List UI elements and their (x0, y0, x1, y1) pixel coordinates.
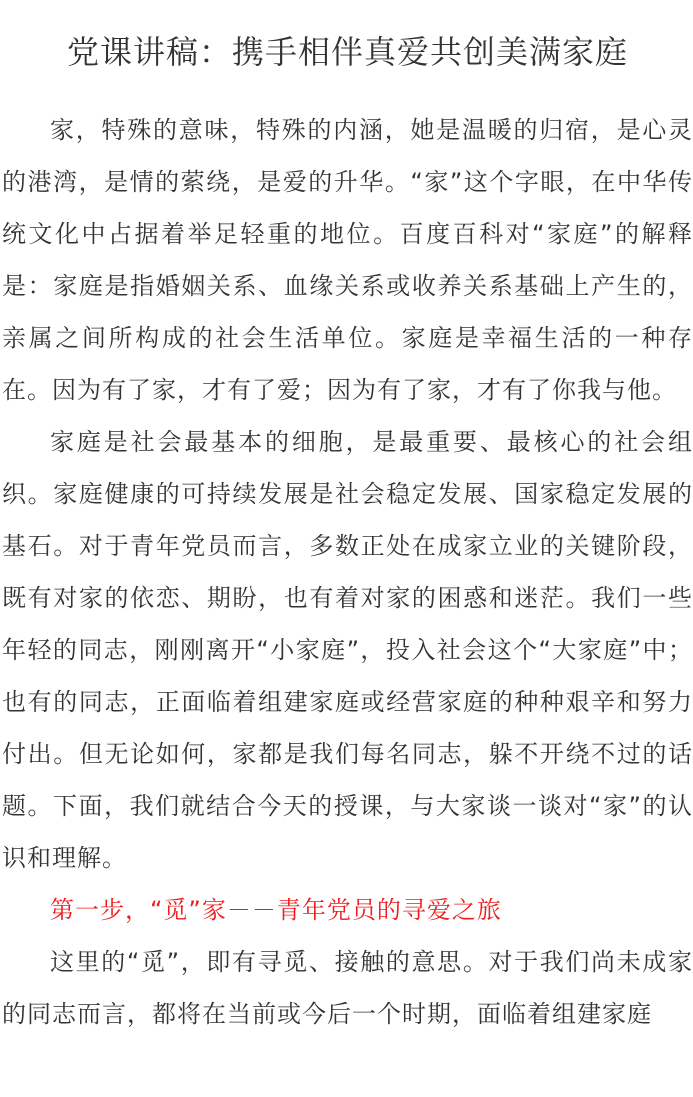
paragraph-intro: 家，特殊的意味，特殊的内涵，她是温暖的归宿，是心灵的港湾，是情的萦绕，是爱的升华。“家”这个字眼，在中华传统文化中占据着举足轻重的地位。百度百科对“家庭”的解释是：家庭是指婚姻关系、血缘关系或收养关系基础上产生的，亲属之间所构成的社会生活单位。家庭是幸福生活的一种存在。因为有了家，才有了爱；因为有了家，才有了你我与他。 (2, 116, 693, 404)
article-title: 党课讲稿：携手相伴真爱共创美满家庭 (66, 33, 628, 71)
paragraph-section-one: 这里的“觅”，即有寻觅、接触的意思。对于我们尚未成家的同志而言，都将在当前或今后一个时期，面临着组建家庭 (2, 948, 693, 1028)
paragraph-family-cell: 家庭是社会最基本的细胞，是最重要、最核心的社会组织。家庭健康的可持续发展是社会稳定发展、国家稳定发展的基石。对于青年党员而言，多数正处在成家立业的关键阶段，既有对家的依恋、期盼，也有着对家的困惑和迷茫。我们一些年轻的同志，刚刚离开“小家庭”，投入社会这个“大家庭”中；也有的同志，正面临着组建家庭或经营家庭的种种艰辛和努力付出。但无论如何，家都是我们每名同志，躲不开绕不过的话题。下面，我们就结合今天的授课，与大家谈一谈对“家”的认识和理解。 (2, 428, 693, 872)
section-heading: 第一步，“觅”家－－青年党员的寻爱之旅 (50, 896, 502, 924)
